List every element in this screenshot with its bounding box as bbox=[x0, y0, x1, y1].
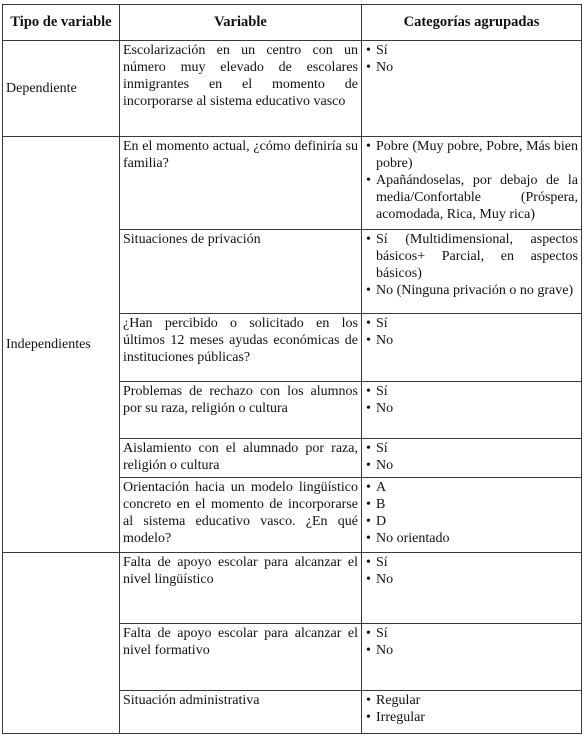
variables-table bbox=[2, 4, 582, 734]
category-item: • Irregular bbox=[365, 709, 578, 726]
category-item: • Sí bbox=[365, 383, 578, 400]
category-list bbox=[365, 231, 578, 299]
categories-cell bbox=[362, 477, 582, 552]
variable-cell: Falta de apoyo escolar para alcanzar el nivel lingüístico bbox=[120, 552, 362, 624]
header-variable: Variable bbox=[120, 5, 362, 41]
variable-cell: Problemas de rechazo con los alumnos por su raza, religión o cultura bbox=[120, 381, 362, 438]
table-row bbox=[3, 41, 582, 137]
category-list bbox=[365, 138, 578, 223]
variable-type-cell: Independientes bbox=[3, 136, 120, 552]
categories-cell bbox=[362, 624, 582, 690]
category-item: • No bbox=[365, 332, 578, 349]
category-list bbox=[365, 383, 578, 417]
category-item: • No (Ninguna privación o no grave) bbox=[365, 282, 578, 299]
variable-cell: Situaciones de privación bbox=[120, 229, 362, 313]
category-list bbox=[365, 554, 578, 588]
categories-cell bbox=[362, 314, 582, 382]
categories-cell bbox=[362, 136, 582, 229]
category-item: • Sí bbox=[365, 315, 578, 332]
category-list bbox=[365, 692, 578, 726]
variable-cell: Situación administrativa bbox=[120, 690, 362, 733]
variable-cell: Orientación hacia un modelo lingüístico concreto en el momento de incorporarse al sistema educativo vasco. ¿En qué modelo? bbox=[120, 477, 362, 552]
category-item: • D bbox=[365, 513, 578, 530]
category-item: • Sí bbox=[365, 42, 578, 59]
category-item: • No bbox=[365, 400, 578, 417]
category-item: • No orientado bbox=[365, 530, 578, 547]
header-row bbox=[3, 5, 582, 41]
category-item: • No bbox=[365, 59, 578, 76]
variable-cell: Falta de apoyo escolar para alcanzar el nivel formativo bbox=[120, 624, 362, 690]
table-body bbox=[3, 41, 582, 734]
category-list bbox=[365, 42, 578, 76]
header-categorias: Categorías agrupadas bbox=[362, 5, 582, 41]
category-item: • Pobre (Muy pobre, Pobre, Más bien pobre) bbox=[365, 138, 578, 172]
category-item: • Sí bbox=[365, 554, 578, 571]
category-item: • No bbox=[365, 457, 578, 474]
variable-cell: Escolarización en un centro con un número muy elevado de escolares inmigrantes en el momento de incorporarse al sistema educativo vasco bbox=[120, 41, 362, 137]
category-item: • Regular bbox=[365, 692, 578, 709]
categories-cell bbox=[362, 41, 582, 137]
category-item: • A bbox=[365, 479, 578, 496]
table-row bbox=[3, 136, 582, 229]
category-item: • No bbox=[365, 571, 578, 588]
header-tipo: Tipo de variable bbox=[3, 5, 120, 41]
category-list bbox=[365, 440, 578, 474]
categories-cell bbox=[362, 552, 582, 624]
category-item: • Apañándoselas, por debajo de la media/Confortable (Próspera, acomodada, Rica, Muy rica) bbox=[365, 172, 578, 223]
category-list bbox=[365, 625, 578, 659]
variable-type-cell bbox=[3, 552, 120, 733]
category-list bbox=[365, 315, 578, 349]
variable-cell: ¿Han percibido o solicitado en los últimos 12 meses ayudas económicas de instituciones públicas? bbox=[120, 314, 362, 382]
categories-cell bbox=[362, 690, 582, 733]
variable-type-cell: Dependiente bbox=[3, 41, 120, 137]
categories-cell bbox=[362, 381, 582, 438]
variable-cell: En el momento actual, ¿cómo definiría su familia? bbox=[120, 136, 362, 229]
category-item: • Sí bbox=[365, 625, 578, 642]
variable-cell: Aislamiento con el alumnado por raza, religión o cultura bbox=[120, 438, 362, 477]
category-item: • No bbox=[365, 642, 578, 659]
categories-cell bbox=[362, 438, 582, 477]
category-list bbox=[365, 479, 578, 547]
category-item: • B bbox=[365, 496, 578, 513]
categories-cell bbox=[362, 229, 582, 313]
table-row bbox=[3, 552, 582, 624]
category-item: • Sí bbox=[365, 440, 578, 457]
category-item: • Sí (Multidimensional, aspectos básicos+ Parcial, en aspectos básicos) bbox=[365, 231, 578, 282]
